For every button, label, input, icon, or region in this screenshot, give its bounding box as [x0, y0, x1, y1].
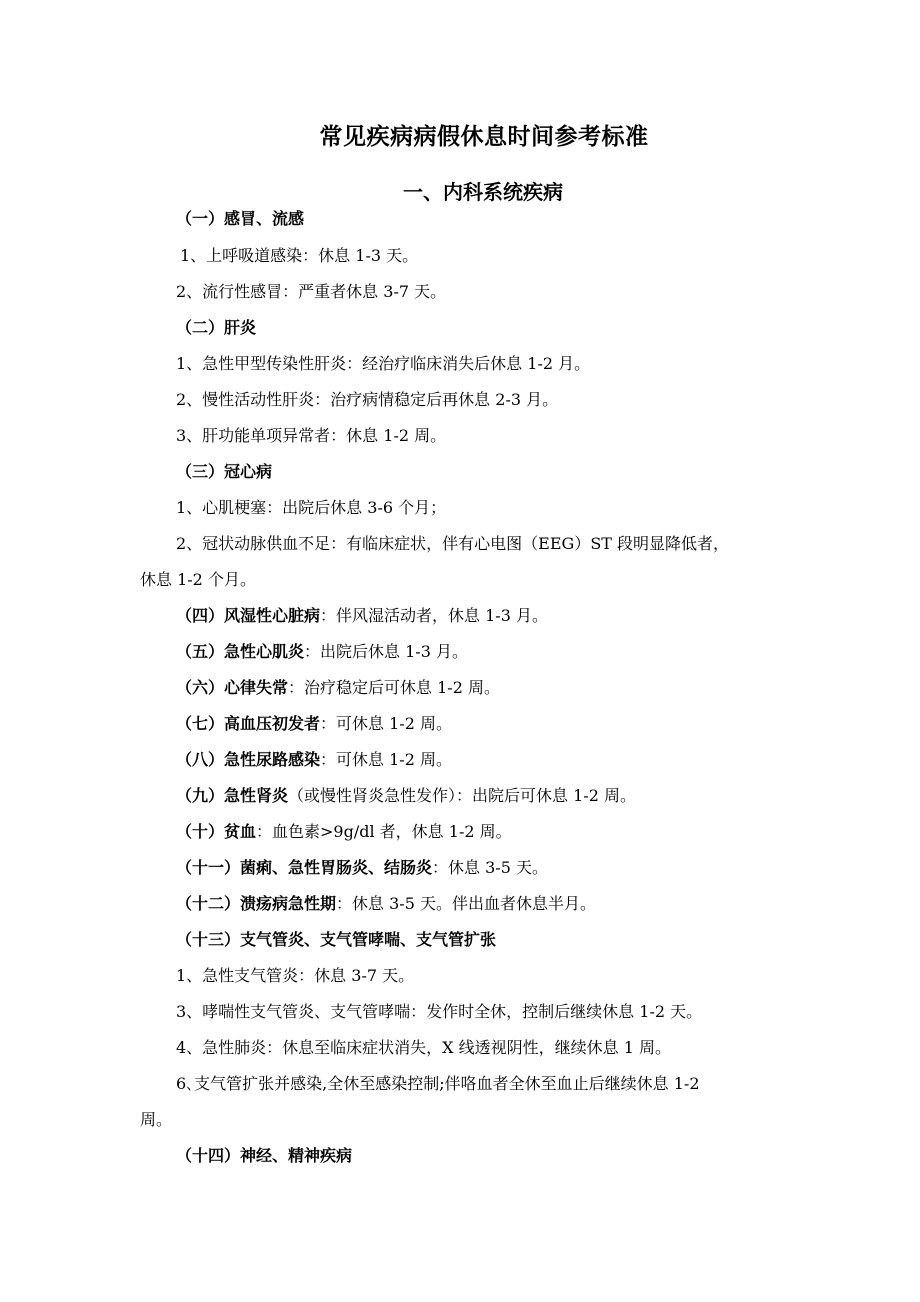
item-heading: （十一）菌痢、急性胃肠炎、结肠炎: [176, 858, 433, 877]
item-heading: （十）贫血: [176, 822, 257, 841]
item-line: 3、肝功能单项异常者：休息 1-2 周。: [176, 426, 447, 445]
subheading-bronchitis: （十三）支气管炎、支气管哮喘、支气管扩张: [176, 930, 497, 949]
item-heading: （五）急性心肌炎: [176, 642, 305, 661]
item-ulcer: [140, 894, 826, 914]
document-title: 常见疾病病假休息时间参考标准: [319, 124, 649, 150]
item-dysentery: [140, 858, 826, 878]
item-line: 4、急性肺炎：休息至临床症状消失，X 线透视阴性，继续休息 1 周。: [176, 1038, 672, 1057]
item-anemia: [140, 822, 826, 842]
item-text: ：伴风湿活动者，休息 1-3 月。: [320, 606, 548, 625]
item-arrhythmia: [140, 678, 826, 698]
item-myocarditis: [140, 642, 826, 662]
subheading-cold-flu: （一）感冒、流感: [176, 209, 305, 228]
item-text: ：可休息 1-2 周。: [320, 750, 452, 769]
item-text: （或慢性肾炎急性发作）：出院后可休息 1-2 周。: [288, 786, 636, 805]
item-text: ：治疗稳定后可休息 1-2 周。: [288, 678, 500, 697]
item-line: 2、流行性感冒：严重者休息 3-7 天。: [176, 282, 447, 301]
item-line: 2、冠状动脉供血不足：有临床症状，伴有心电图（EEG）ST 段明显降低者，: [176, 534, 730, 553]
item-line-continued: 休息 1-2 个月。: [140, 570, 256, 589]
subheading-neuro-psych: （十四）神经、精神疾病: [176, 1146, 353, 1165]
item-line: 1、急性支气管炎：休息 3-7 天。: [176, 966, 415, 985]
item-heading: （六）心律失常: [176, 678, 289, 697]
subheading-coronary: （三）冠心病: [176, 462, 273, 481]
item-text: ：休息 3-5 天。伴出血者休息半月。: [336, 894, 596, 913]
item-text: ：血色素>9g/dl 者，休息 1-2 周。: [256, 822, 512, 841]
item-heading: （八）急性尿路感染: [176, 750, 321, 769]
item-heading: （十二）溃疡病急性期: [176, 894, 337, 913]
item-line: 1、急性甲型传染性肝炎：经治疗临床消失后休息 1-2 月。: [176, 354, 591, 373]
item-heading: （七）高血压初发者: [176, 714, 321, 733]
item-line-continued: 周。: [140, 1110, 173, 1129]
item-text: ：休息 3-5 天。: [432, 858, 548, 877]
item-text: ：出院后休息 1-3 月。: [304, 642, 468, 661]
section-heading: 一、内科系统疾病: [403, 180, 563, 204]
item-hypertension: [140, 714, 826, 734]
item-heading: （四）风湿性心脏病: [176, 606, 321, 625]
item-heading: （九）急性肾炎: [176, 786, 289, 805]
item-line: 2、慢性活动性肝炎：治疗病情稳定后再休息 2-3 月。: [176, 390, 559, 409]
item-line: 6､支气管扩张并感染,全休至感染控制;伴咯血者全休至血止后继续休息 1-2: [176, 1074, 700, 1093]
item-nephritis: [140, 786, 826, 806]
item-rheumatic-heart: [140, 606, 826, 626]
item-uti: [140, 750, 826, 770]
item-text: ：可休息 1-2 周。: [320, 714, 452, 733]
item-line: 3、哮喘性支气管炎、支气管哮喘：发作时全休，控制后继续休息 1-2 天。: [176, 1002, 703, 1021]
subheading-hepatitis: （二）肝炎: [176, 318, 257, 337]
item-line: 1、上呼吸道感染：休息 1-3 天。: [180, 246, 419, 265]
item-line: 1、心肌梗塞：出院后休息 3-6 个月；: [176, 498, 447, 517]
